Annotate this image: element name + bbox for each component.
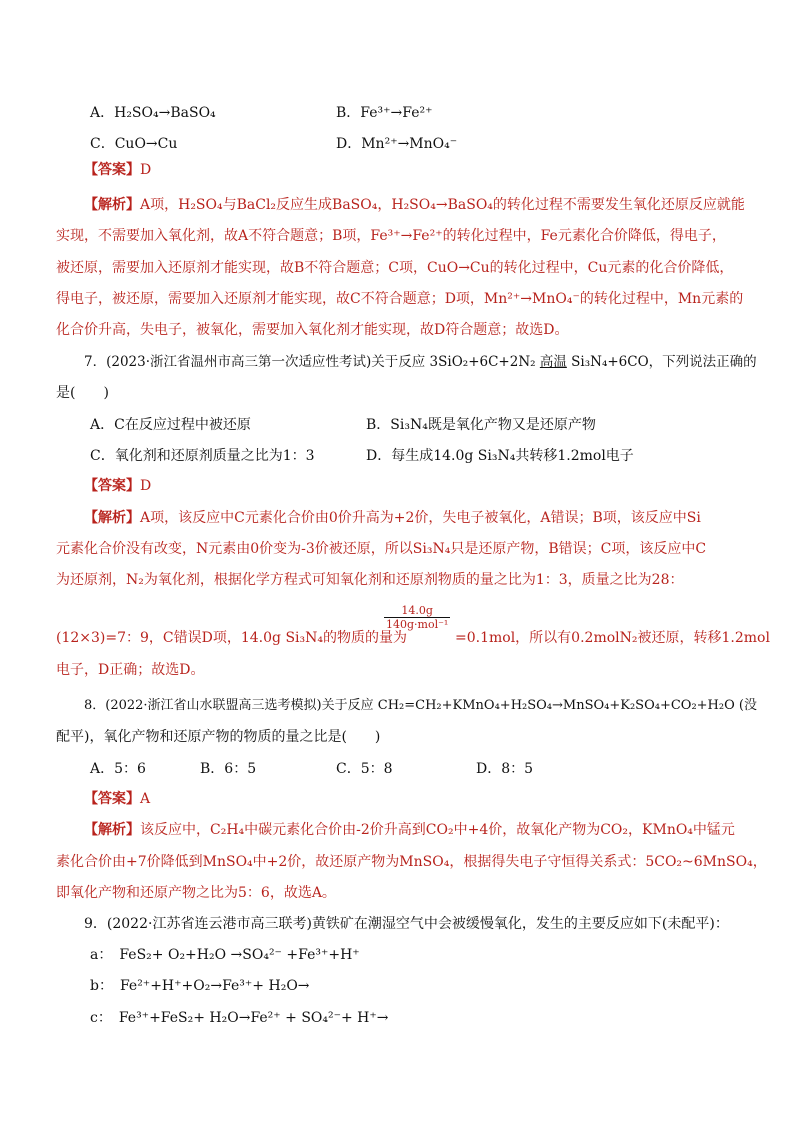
fraction-numerator: 14.0g bbox=[384, 604, 450, 618]
q8-option-a: A．5：6 bbox=[90, 761, 146, 777]
answer-label: 【答案】 bbox=[84, 162, 140, 178]
q6-answer bbox=[84, 160, 151, 180]
q8-stem-line-1: 8．(2022·浙江省山水联盟高三选考模拟)关于反应 CH₂=CH₂+KMnO₄+H₂SO₄→MnSO₄+K₂SO₄+CO₂+H₂O (没 bbox=[84, 698, 757, 713]
fraction-denominator: 140g·mol⁻¹ bbox=[386, 618, 449, 631]
q9-stem: 9．(2022·江苏省连云港市高三联考)黄铁矿在潮湿空气中会被缓慢氧化，发生的主要反应如下(未配平)： bbox=[84, 916, 729, 932]
q7-option-a: A．C在反应过程中被还原 bbox=[90, 417, 251, 433]
q7-answer bbox=[84, 476, 151, 496]
reaction-condition: 高温 bbox=[539, 354, 567, 370]
q6-analysis-line-2: 实现，不需要加入氧化剂，故A不符合题意；B项，Fe³⁺→Fe²⁺的转化过程中，Fe元素化合价降低，得电子， bbox=[56, 228, 726, 244]
answer-value: A bbox=[140, 791, 151, 807]
q8-analysis-line-3: 即氧化产物和还原产物之比为5：6，故选A。 bbox=[56, 885, 336, 901]
analysis-label: 【解析】 bbox=[84, 510, 140, 526]
q9-reaction-a: a： FeS₂+ O₂+H₂O →SO₄²⁻ +Fe³⁺+H⁺ bbox=[90, 947, 360, 963]
analysis-label: 【解析】 bbox=[84, 197, 140, 213]
q8-option-c: C．5：8 bbox=[336, 761, 393, 777]
q6-option-a: A．H₂SO₄→BaSO₄ bbox=[90, 105, 216, 121]
q7-analysis-line-5: 电子，D正确；故选D。 bbox=[56, 662, 205, 678]
q7-analysis-line-2: 元素化合价没有改变，N元素由0价变为-3价被还原，所以Si₃N₄只是还原产物，B错误；C项，该反应中C bbox=[56, 541, 707, 557]
q8-stem-line-2: 配平)，氧化产物和还原产物的物质的量之比是( ) bbox=[56, 729, 381, 745]
q8-option-b: B．6：5 bbox=[200, 761, 257, 777]
answer-label: 【答案】 bbox=[84, 478, 140, 494]
q9-reaction-b: b： Fe²⁺+H⁺+O₂→Fe³⁺+ H₂O→ bbox=[90, 978, 310, 994]
q7-stem-line-2: 是( ) bbox=[56, 385, 109, 401]
q9-reaction-c: c： Fe³⁺+FeS₂+ H₂O→Fe²⁺ + SO₄²⁻+ H⁺→ bbox=[90, 1010, 389, 1026]
answer-value: D bbox=[140, 162, 152, 178]
q6-option-d: D．Mn²⁺→MnO₄⁻ bbox=[336, 136, 458, 152]
q7-analysis-line-1: 【解析】A项，该反应中C元素化合价由0价升高为+2价，失电子被氧化，A错误；B项，该反应中Si bbox=[84, 510, 701, 526]
q7-analysis-line-4-start: (12×3)=7：9，C错误D项，14.0g Si₃N₄的物质的量为 bbox=[56, 630, 407, 646]
q6-analysis-line-4: 得电子，被还原，需要加入还原剂才能实现，故C不符合题意；D项，Mn²⁺→MnO₄⁻的转化过程中，Mn元素的 bbox=[56, 291, 744, 307]
q8-option-d: D．8：5 bbox=[476, 761, 534, 777]
answer-label: 【答案】 bbox=[84, 791, 140, 807]
q8-analysis-line-1: 【解析】该反应中，C₂H₄中碳元素化合价由-2价升高到CO₂中+4价，故氧化产物为CO₂，KMnO₄中锰元 bbox=[84, 822, 735, 838]
q6-option-c: C．CuO→Cu bbox=[90, 136, 178, 152]
q7-option-c: C．氧化剂和还原剂质量之比为1：3 bbox=[90, 448, 315, 464]
q7-analysis-line-3: 为还原剂，N₂为氧化剂，根据化学方程式可知氧化剂和还原剂物质的量之比为1：3，质量之比为28： bbox=[56, 572, 684, 588]
q6-option-b: B．Fe³⁺→Fe²⁺ bbox=[336, 105, 433, 121]
q7-stem-line-1: 7．(2023·浙江省温州市高三第一次适应性考试)关于反应 3SiO₂+6C+2N₂ 高温 Si₃N₄+6CO，下列说法正确的 bbox=[84, 354, 757, 370]
answer-value: D bbox=[140, 478, 152, 494]
q6-analysis-line-1: 【解析】A项，H₂SO₄与BaCl₂反应生成BaSO₄，H₂SO₄→BaSO₄的转化过程不需要发生氧化还原反应就能 bbox=[84, 197, 745, 213]
analysis-label: 【解析】 bbox=[84, 822, 140, 838]
q7-analysis-line-4-end: =0.1mol，所以有0.2molN₂被还原，转移1.2mol bbox=[455, 630, 770, 646]
molar-fraction bbox=[384, 604, 450, 631]
q8-analysis-line-2: 素化合价由+7价降低到MnSO₄中+2价，故还原产物为MnSO₄，根据得失电子守恒得关系式：5CO₂~6MnSO₄， bbox=[56, 854, 767, 870]
q7-option-b: B．Si₃N₄既是氧化产物又是还原产物 bbox=[366, 417, 596, 433]
q7-option-d: D．每生成14.0g Si₃N₄共转移1.2mol电子 bbox=[366, 448, 634, 464]
q6-analysis-line-5: 化合价升高，失电子，被氧化，需要加入氧化剂才能实现，故D符合题意；故选D。 bbox=[56, 322, 569, 338]
q8-answer bbox=[84, 789, 150, 809]
q6-analysis-line-3: 被还原，需要加入还原剂才能实现，故B不符合题意；C项，CuO→Cu的转化过程中，Cu元素的化合价降低， bbox=[56, 260, 734, 276]
